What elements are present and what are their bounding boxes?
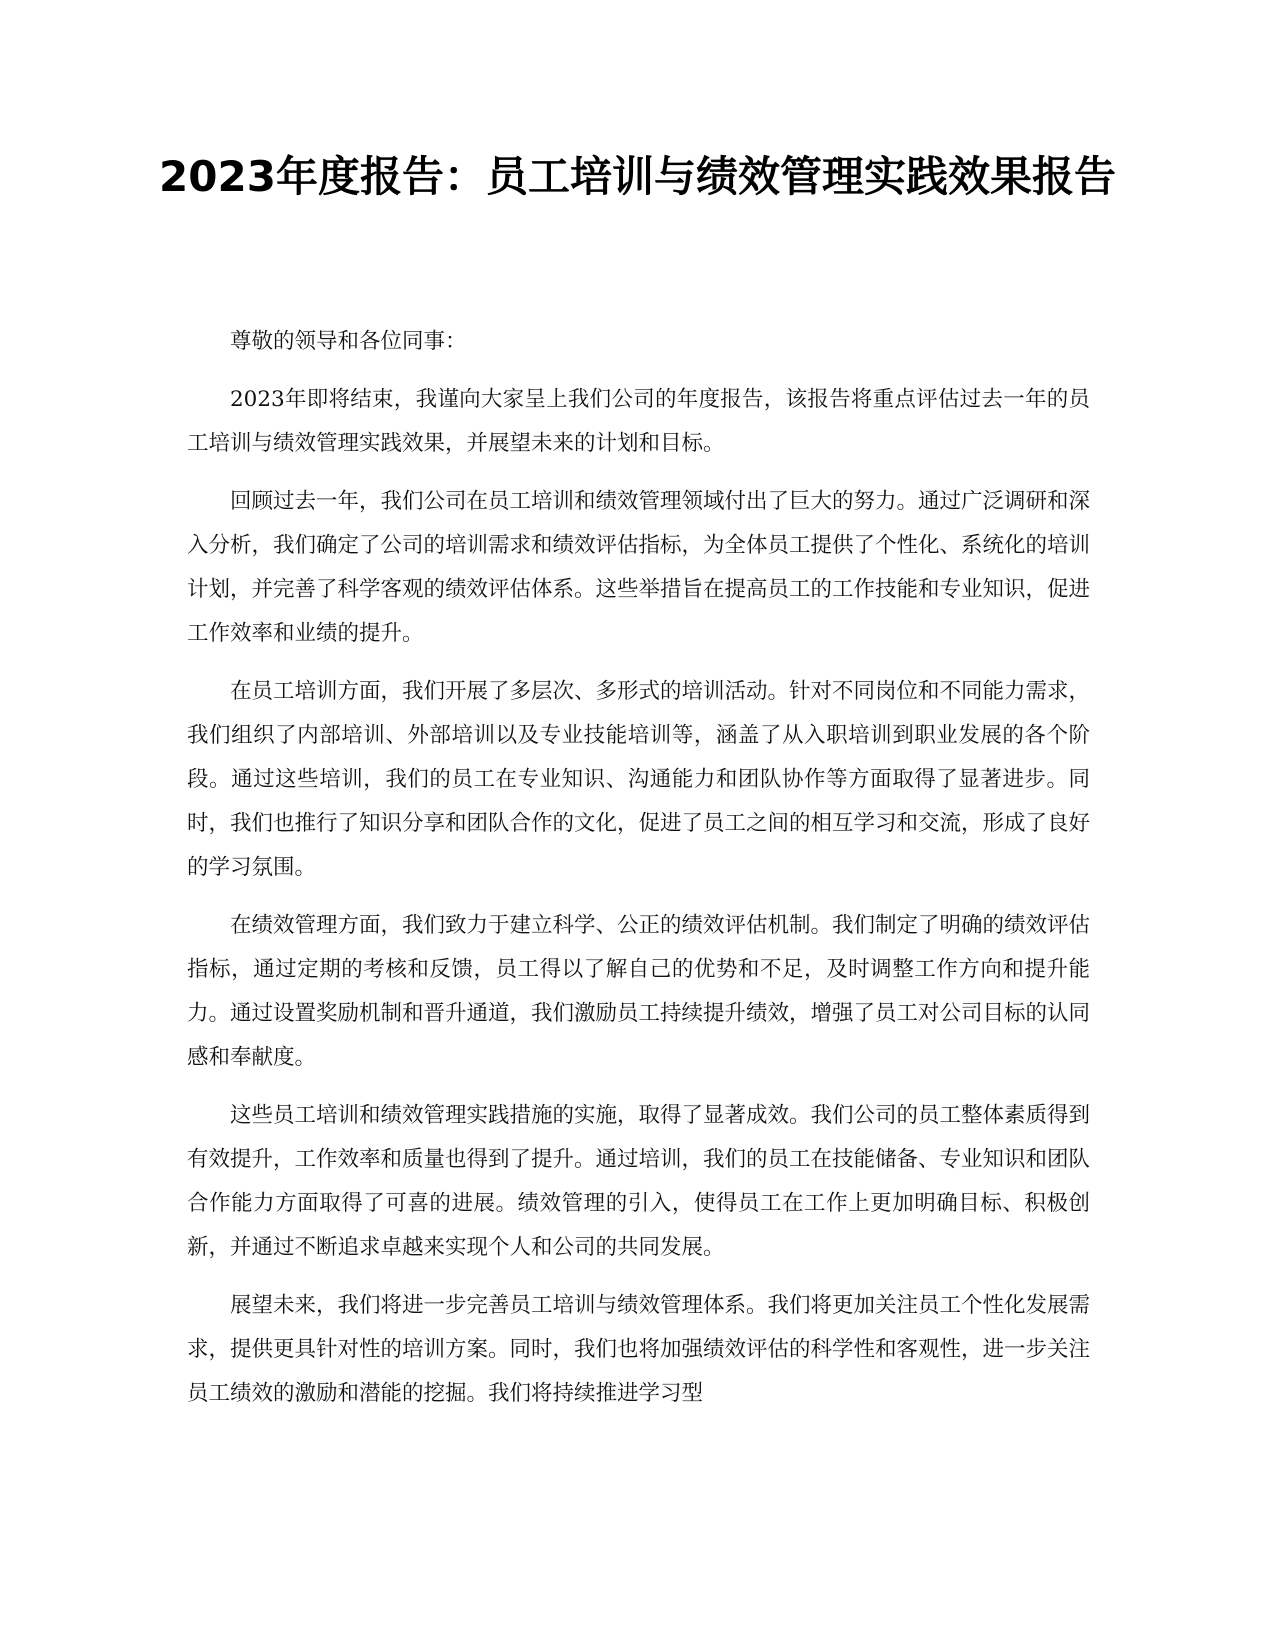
document-body [187, 320, 1090, 1430]
paragraph-performance: 在绩效管理方面，我们致力于建立科学、公正的绩效评估机制。我们制定了明确的绩效评估指标，通过定期的考核和反馈，员工得以了解自己的优势和不足，及时调整工作方向和提升能力。通过设置奖励机制和晋升通道，我们激励员工持续提升绩效，增强了员工对公司目标的认同感和奉献度。 [187, 913, 1091, 1070]
paragraph-training: 在员工培训方面，我们开展了多层次、多形式的培训活动。针对不同岗位和不同能力需求，我们组织了内部培训、外部培训以及专业技能培训等，涵盖了从入职培训到职业发展的各个阶段。通过这些培训，我们的员工在专业知识、沟通能力和团队协作等方面取得了显著进步。同时，我们也推行了知识分享和团队合作的文化，促进了员工之间的相互学习和交流，形成了良好的学习氛围。 [187, 679, 1091, 880]
paragraph-intro: 2023年即将结束，我谨向大家呈上我们公司的年度报告，该报告将重点评估过去一年的员工培训与绩效管理实践效果，并展望未来的计划和目标。 [187, 387, 1090, 456]
paragraph-outlook: 展望未来，我们将进一步完善员工培训与绩效管理体系。我们将更加关注员工个性化发展需求，提供更具针对性的培训方案。同时，我们也将加强绩效评估的科学性和客观性，进一步关注员工绩效的激励和潜能的挖掘。我们将持续推进学习型 [187, 1293, 1091, 1406]
salutation: 尊敬的领导和各位同事： [230, 329, 467, 354]
paragraph-review: 回顾过去一年，我们公司在员工培训和绩效管理领域付出了巨大的努力。通过广泛调研和深入分析，我们确定了公司的培训需求和绩效评估指标，为全体员工提供了个性化、系统化的培训计划，并完善了科学客观的绩效评估体系。这些举措旨在提高员工的工作技能和专业知识，促进工作效率和业绩的提升。 [187, 489, 1091, 646]
document-title: 2023年度报告：员工培训与绩效管理实践效果报告 [159, 152, 1116, 201]
paragraph-results: 这些员工培训和绩效管理实践措施的实施，取得了显著成效。我们公司的员工整体素质得到有效提升，工作效率和质量也得到了提升。通过培训，我们的员工在技能储备、专业知识和团队合作能力方面取得了可喜的进展。绩效管理的引入，使得员工在工作上更加明确目标、积极创新，并通过不断追求卓越来实现个人和公司的共同发展。 [187, 1103, 1091, 1260]
